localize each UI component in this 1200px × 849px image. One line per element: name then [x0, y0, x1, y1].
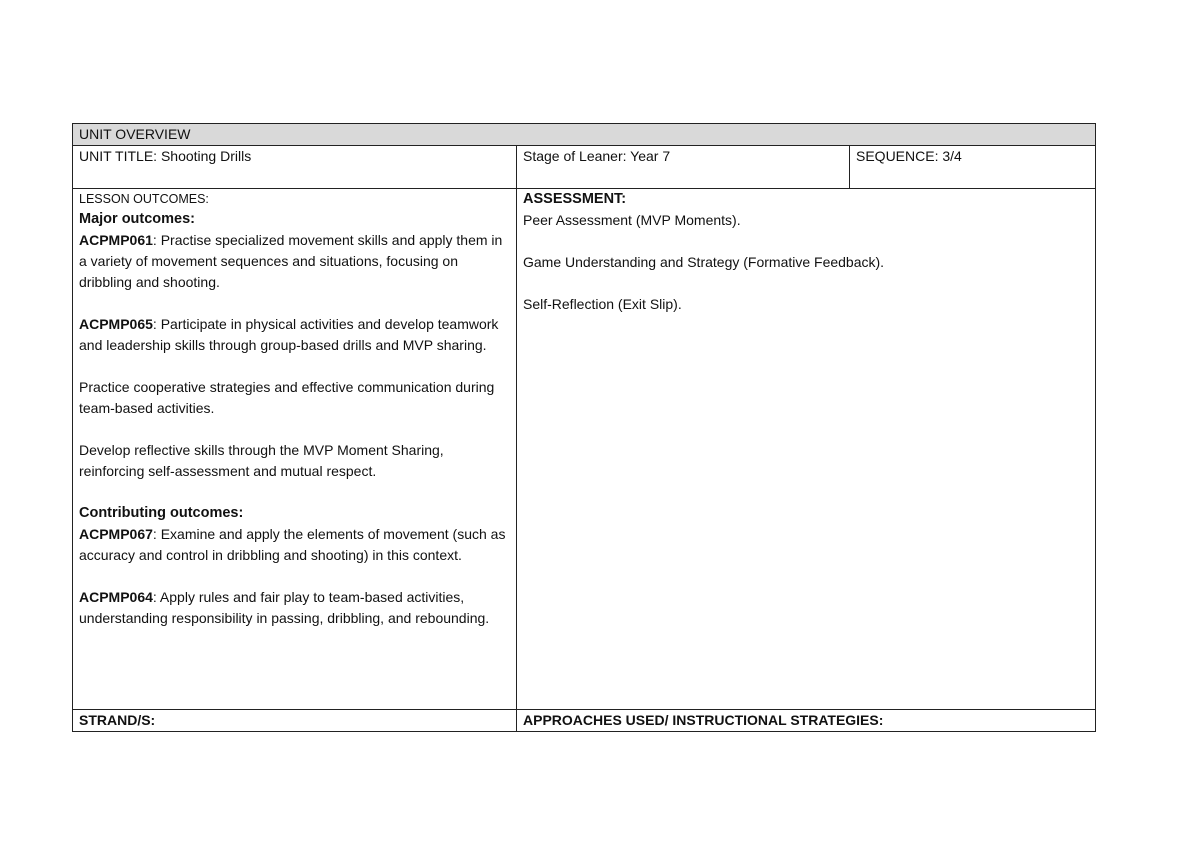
outcome-text: : Examine and apply the elements of movement (such as accuracy and control in dribbling and shooting) in this context. [79, 526, 506, 563]
lesson-outcomes-label: LESSON OUTCOMES: [79, 192, 209, 206]
outcome-item [79, 230, 510, 293]
outcome-code: ACPMP065 [79, 316, 153, 332]
assessment-cell [517, 189, 1096, 710]
major-outcomes-heading: Major outcomes: [79, 211, 196, 227]
table-header-row [73, 124, 1096, 146]
lesson-outcomes-cell [73, 189, 517, 710]
table-main-row [73, 189, 1096, 710]
contributing-item [79, 524, 510, 566]
assessment-label: ASSESSMENT: [523, 191, 627, 207]
strands-label: STRAND/S: [73, 710, 517, 732]
table-title-row [73, 146, 1096, 189]
outcome-code: ACPMP064 [79, 589, 153, 605]
contributing-item [79, 587, 510, 629]
outcome-text: : Practise specialized movement skills and apply them in a variety of movement sequences and situations, focusing on dribbling and shooting. [79, 232, 503, 290]
sequence-cell: SEQUENCE: 3/4 [850, 146, 1096, 189]
outcome-item [79, 314, 510, 356]
contributing-outcomes-heading: Contributing outcomes: [79, 505, 244, 521]
unit-overview-table [72, 123, 1096, 732]
unit-overview-header: UNIT OVERVIEW [73, 124, 1096, 146]
outcome-text: : Participate in physical activities and develop teamwork and leadership skills through group-based drills and MVP sharing. [79, 316, 499, 353]
outcome-code: ACPMP061 [79, 232, 153, 248]
outcome-extra: Develop reflective skills through the MVP Moment Sharing, reinforcing self-assessment and mutual respect. [79, 442, 444, 479]
outcome-extra: Practice cooperative strategies and effective communication during team-based activities. [79, 379, 495, 416]
assessment-item: Peer Assessment (MVP Moments). [523, 212, 741, 228]
unit-title-cell: UNIT TITLE: Shooting Drills [73, 146, 517, 189]
outcome-text: : Apply rules and fair play to team-based activities, understanding responsibility in passing, dribbling, and rebounding. [79, 589, 490, 626]
outcome-code: ACPMP067 [79, 526, 153, 542]
assessment-item: Game Understanding and Strategy (Formative Feedback). [523, 254, 885, 270]
approaches-label: APPROACHES USED/ INSTRUCTIONAL STRATEGIES: [517, 710, 1096, 732]
assessment-item: Self-Reflection (Exit Slip). [523, 296, 682, 312]
table-footer-row [73, 710, 1096, 732]
stage-cell: Stage of Leaner: Year 7 [517, 146, 850, 189]
